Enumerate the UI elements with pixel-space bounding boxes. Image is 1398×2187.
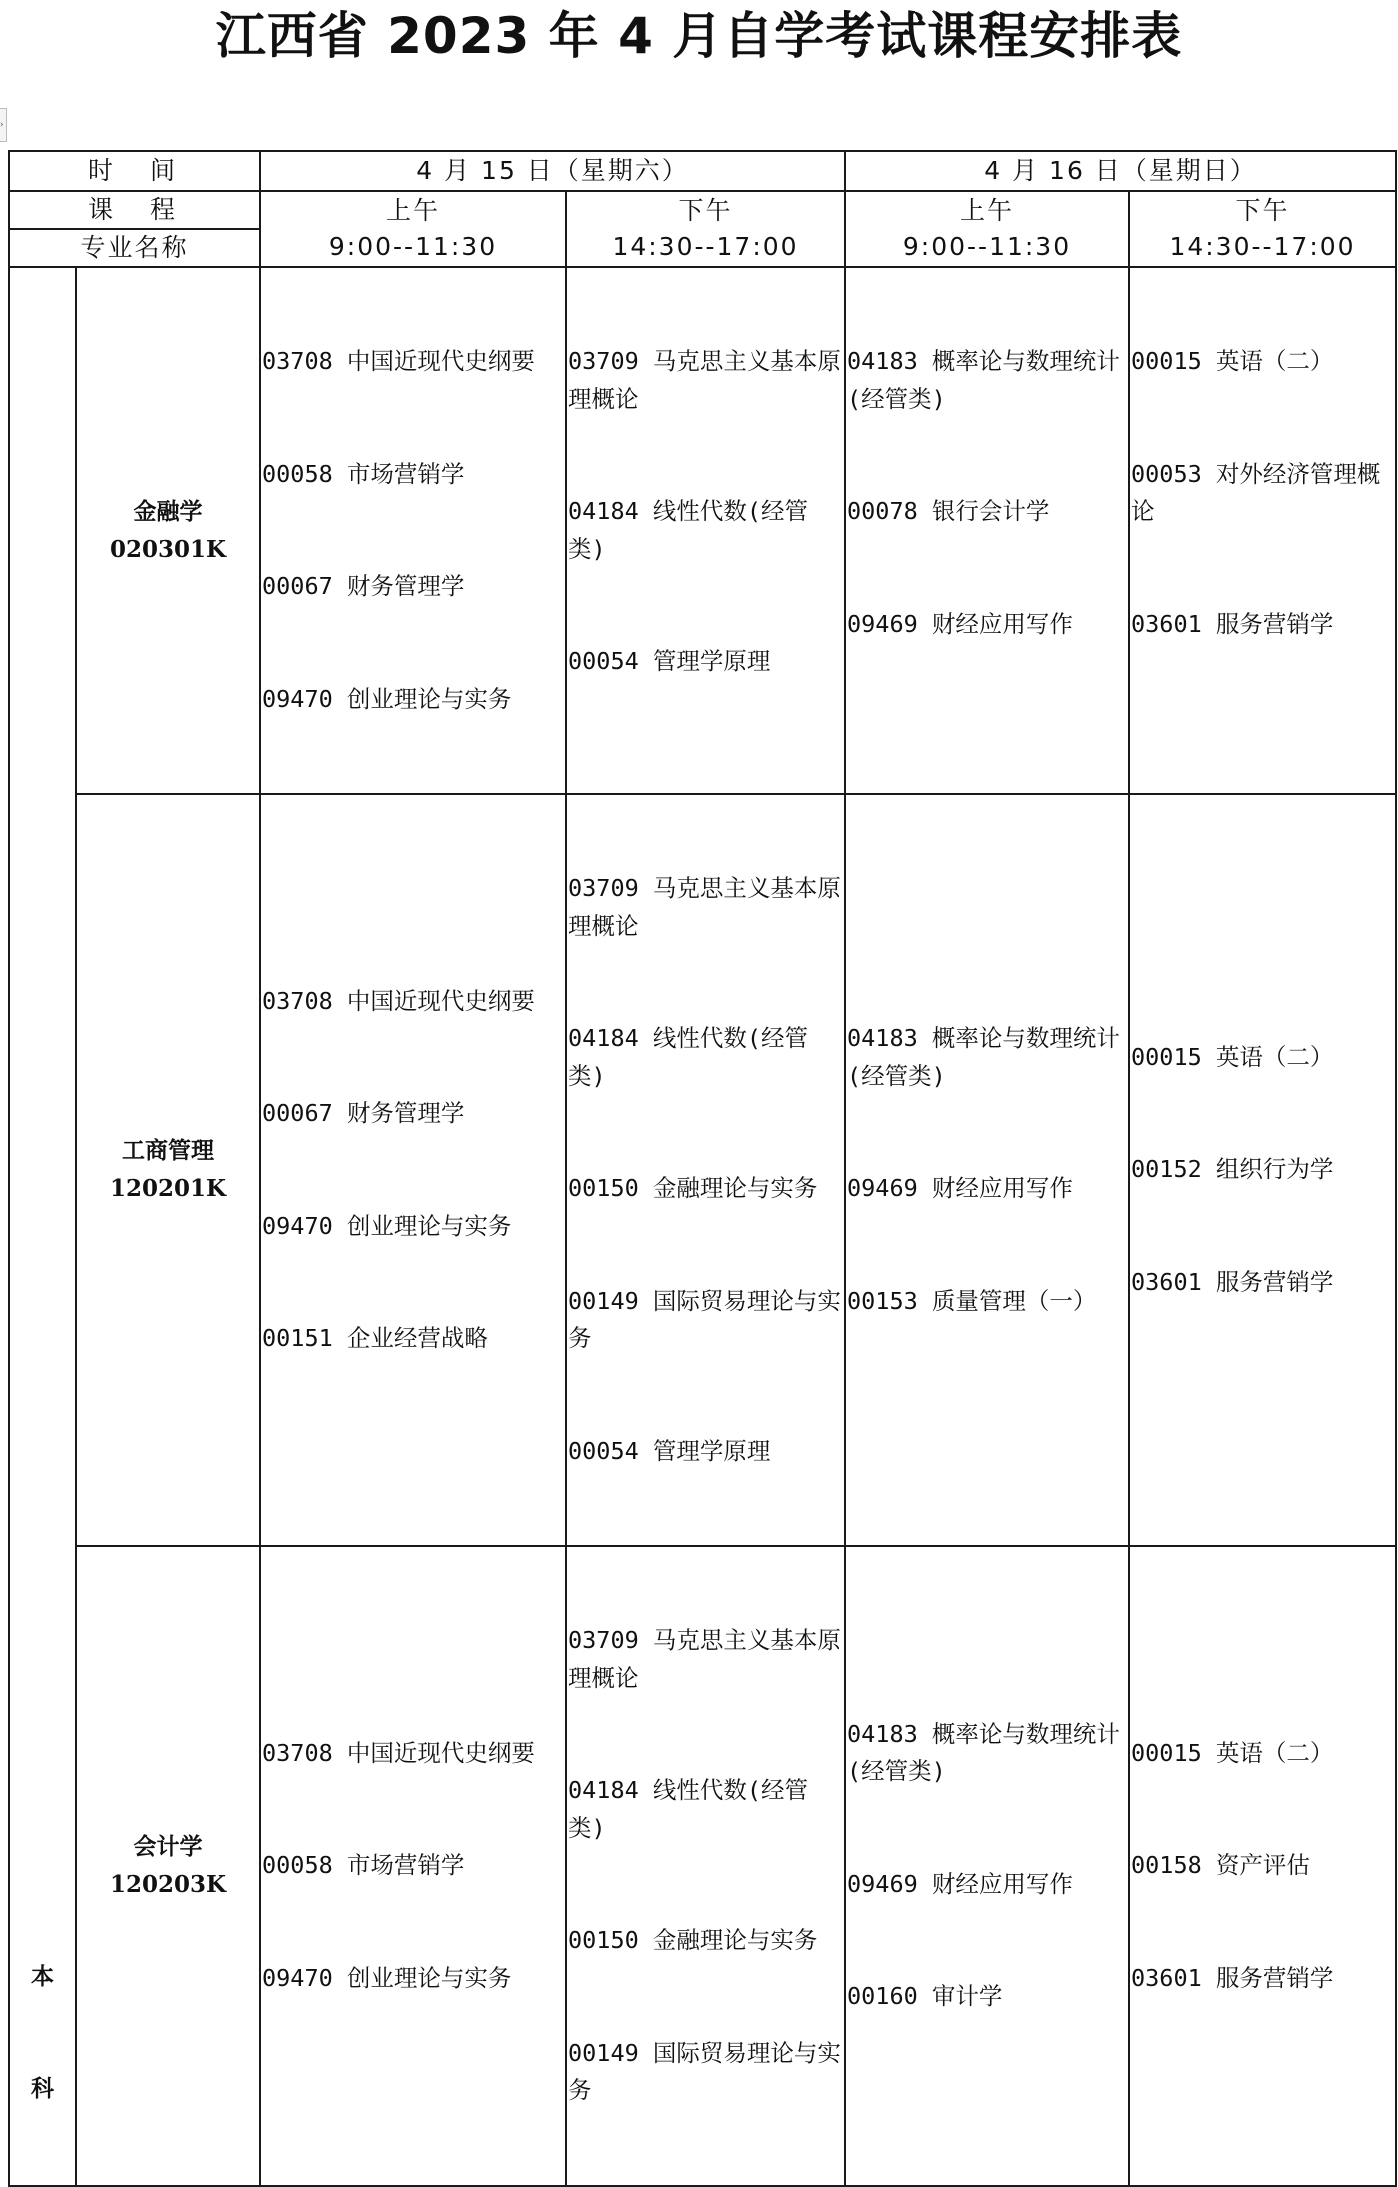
course-item: 03709 马克思主义基本原理概论 xyxy=(568,347,841,413)
courses-d1-pm xyxy=(566,1546,845,2186)
course-item: 00015 英语（二） xyxy=(1131,1738,1334,1767)
header-row-course xyxy=(9,191,1396,229)
day1-pm-slot xyxy=(566,191,845,267)
level-cell xyxy=(9,267,76,2186)
major-label: 专业名称 xyxy=(9,229,260,267)
pm-time: 14:30--17:00 xyxy=(1169,232,1356,261)
am-time: 9:00--11:30 xyxy=(902,232,1072,261)
day1-header: 4 月 15 日（星期六） xyxy=(260,151,845,191)
day1-am-slot xyxy=(260,191,566,267)
course-item: 03708 中国近现代史纲要 xyxy=(262,986,535,1015)
page-title: 江西省 2023 年 4 月自学考试课程安排表 xyxy=(215,7,1183,65)
pm-label: 下午 xyxy=(1235,196,1290,225)
am-label: 上午 xyxy=(386,196,441,225)
course-item: 09470 创业理论与实务 xyxy=(262,1211,512,1240)
day2-am-slot xyxy=(845,191,1129,267)
major-code: 120201K xyxy=(110,1175,227,1202)
course-item: 00058 市场营销学 xyxy=(262,1851,465,1879)
course-item: 09470 创业理论与实务 xyxy=(262,1963,512,1992)
exam-schedule-table xyxy=(8,150,1397,2187)
course-item: 00067 财务管理学 xyxy=(262,1099,465,1127)
major-cell xyxy=(76,1546,260,2186)
course-item: 03601 服务营销学 xyxy=(1131,1267,1334,1296)
major-code: 020301K xyxy=(110,535,227,563)
course-label: 课 程 xyxy=(9,191,260,229)
pm-time: 14:30--17:00 xyxy=(612,232,799,261)
courses-d2-am xyxy=(845,267,1129,794)
course-item: 04184 线性代数(经管类) xyxy=(568,1024,809,1090)
major-code: 120203K xyxy=(110,1870,227,1898)
course-item: 00015 英语（二） xyxy=(1131,1042,1334,1071)
am-label: 上午 xyxy=(960,196,1015,225)
major-name: 会计学 xyxy=(133,1832,203,1860)
course-item: 00150 金融理论与实务 xyxy=(568,1926,818,1954)
table-row xyxy=(9,794,1396,1546)
window-edge-handle[interactable]: › xyxy=(0,108,7,142)
courses-d2-pm xyxy=(1129,267,1396,794)
course-item: 00160 审计学 xyxy=(847,1982,1003,2011)
courses-d1-pm xyxy=(566,794,845,1546)
course-item: 00152 组织行为学 xyxy=(1131,1155,1334,1184)
major-cell xyxy=(76,267,260,794)
course-item: 00149 国际贸易理论与实务 xyxy=(568,1286,841,1352)
course-item: 00078 银行会计学 xyxy=(847,497,1050,525)
course-item: 00067 财务管理学 xyxy=(262,572,465,600)
course-item: 00054 管理学原理 xyxy=(568,647,771,675)
course-item: 03709 马克思主义基本原理概论 xyxy=(568,874,841,940)
major-name: 金融学 xyxy=(133,497,203,525)
courses-d1-am xyxy=(260,267,566,794)
course-item: 03601 服务营销学 xyxy=(1131,1963,1334,1992)
course-item: 00054 管理学原理 xyxy=(568,1436,771,1465)
course-item: 00058 市场营销学 xyxy=(262,459,465,488)
course-item: 00158 资产评估 xyxy=(1131,1851,1310,1879)
course-item: 09469 财经应用写作 xyxy=(847,1174,1073,1202)
course-item: 04183 概率论与数理统计(经管类) xyxy=(847,347,1120,413)
course-item: 03709 马克思主义基本原理概论 xyxy=(568,1626,841,1692)
major-cell xyxy=(76,794,260,1546)
courses-d1-pm xyxy=(566,267,845,794)
course-item: 04184 线性代数(经管类) xyxy=(568,1776,809,1842)
course-item: 03708 中国近现代史纲要 xyxy=(262,347,535,375)
course-item: 03708 中国近现代史纲要 xyxy=(262,1738,535,1767)
course-item: 04183 概率论与数理统计(经管类) xyxy=(847,1719,1120,1786)
day2-header: 4 月 16 日（星期日） xyxy=(845,151,1396,191)
courses-d2-pm xyxy=(1129,1546,1396,2186)
level-char: 科 xyxy=(31,2074,54,2102)
pm-label: 下午 xyxy=(678,196,733,225)
course-item: 09470 创业理论与实务 xyxy=(262,684,512,713)
course-item: 00150 金融理论与实务 xyxy=(568,1174,818,1202)
course-item: 09469 财经应用写作 xyxy=(847,1869,1073,1898)
course-item: 00151 企业经营战略 xyxy=(262,1324,488,1352)
course-item: 00053 对外经济管理概论 xyxy=(1131,459,1381,525)
level-char: 本 xyxy=(31,1962,54,1990)
course-item: 00015 英语（二） xyxy=(1131,347,1334,375)
time-label: 时 间 xyxy=(9,151,260,191)
course-item: 03601 服务营销学 xyxy=(1131,609,1334,638)
header-row-date xyxy=(9,151,1396,191)
courses-d1-am xyxy=(260,1546,566,2186)
courses-d2-am xyxy=(845,1546,1129,2186)
course-item: 09469 财经应用写作 xyxy=(847,609,1073,638)
courses-d2-am xyxy=(845,794,1129,1546)
courses-d1-am xyxy=(260,794,566,1546)
course-item: 04183 概率论与数理统计(经管类) xyxy=(847,1024,1120,1090)
course-item: 04184 线性代数(经管类) xyxy=(568,497,809,563)
major-name: 工商管理 xyxy=(122,1137,214,1164)
table-row xyxy=(9,1546,1396,2186)
courses-d2-pm xyxy=(1129,794,1396,1546)
table-row xyxy=(9,267,1396,794)
day2-pm-slot xyxy=(1129,191,1396,267)
course-item: 00149 国际贸易理论与实务 xyxy=(568,2038,841,2104)
am-time: 9:00--11:30 xyxy=(328,232,498,261)
course-item: 00153 质量管理（一） xyxy=(847,1286,1097,1315)
